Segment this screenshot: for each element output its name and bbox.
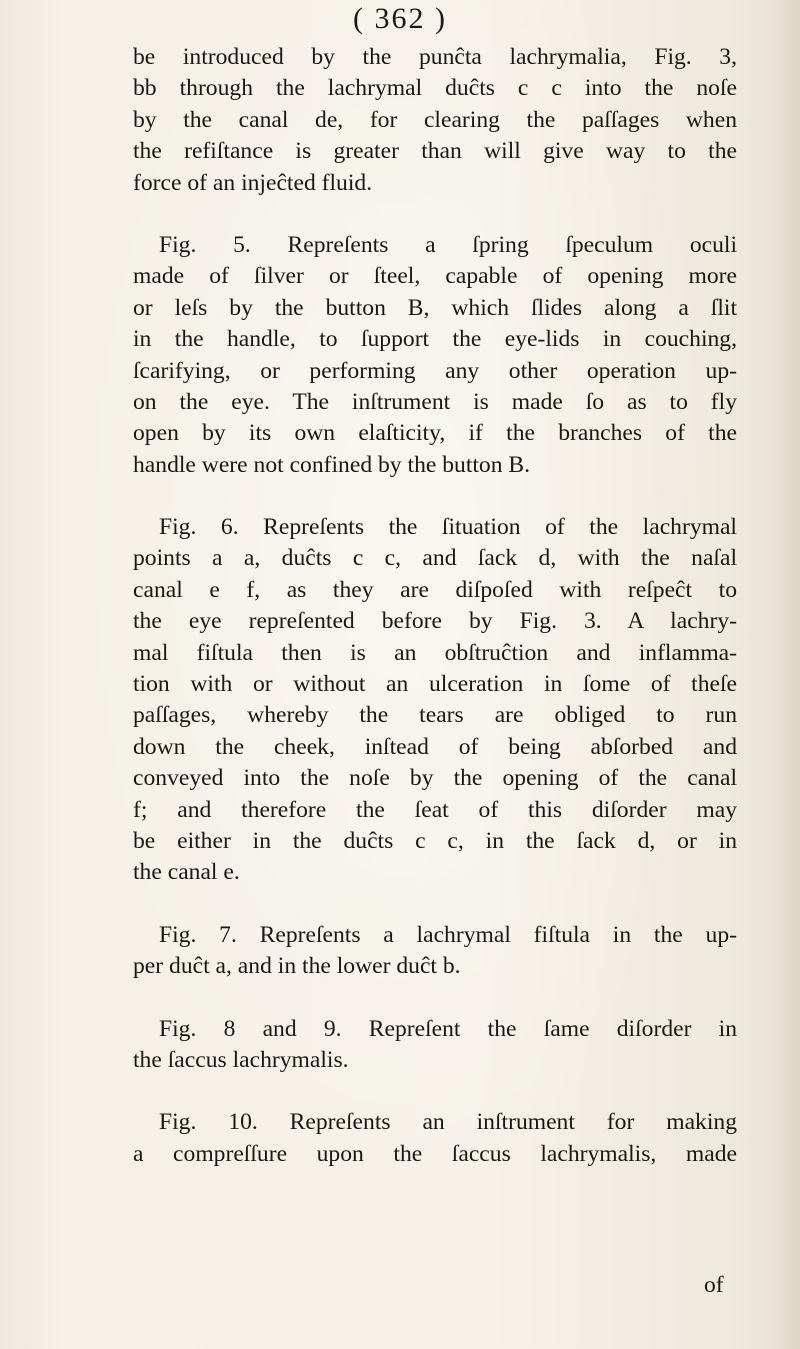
paragraph-1 — [133, 42, 737, 199]
text-line: the eye repreſented before by Fig. 3. A lachry- — [133, 608, 737, 635]
text-line: per duĉt a, and in the lower duĉt b. — [133, 953, 461, 980]
text-line: conveyed into the noſe by the opening of the canal — [133, 765, 737, 792]
paragraph-gap — [133, 481, 737, 512]
text-line: down the cheek, inſtead of being abſorbed and — [133, 733, 737, 760]
text-line: Fig. 5. Repreſents a ſpring ſpeculum oculi — [159, 231, 737, 258]
text-line: open by its own elaſticity, if the branches of the — [133, 420, 737, 447]
paragraph-gap — [133, 889, 737, 920]
text-line: bb through the lachrymal duĉts c c into the noſe — [133, 75, 737, 102]
paragraph-2 — [133, 230, 737, 481]
catchword: of — [704, 1272, 724, 1298]
paragraph-6 — [133, 1107, 737, 1170]
paragraph-gap — [133, 1076, 737, 1107]
text-line: the ſaccus lachrymalis. — [133, 1046, 349, 1073]
text-line: or leſs by the button B, which ſlides along a ſlit — [133, 294, 737, 321]
body-text — [133, 42, 737, 1170]
paragraph-5 — [133, 1014, 737, 1077]
paragraph-3 — [133, 512, 737, 889]
page-number: ( 362 ) — [353, 2, 447, 35]
text-line: points a a, duĉts c c, and ſack d, with the naſal — [133, 545, 737, 572]
page-edge-shadow — [774, 0, 800, 1349]
text-line: in the handle, to ſupport the eye-lids in couching, — [133, 326, 737, 353]
text-line: made of ſilver or ſteel, capable of opening more — [133, 263, 737, 290]
text-line: f; and therefore the ſeat of this diſorder may — [133, 796, 737, 823]
text-line: the refiſtance is greater than will give way to the — [133, 138, 737, 165]
text-line: ſcarifying, or performing any other operation up- — [133, 357, 737, 384]
text-line: force of an injeĉted fluid. — [133, 169, 373, 196]
text-line: by the canal de, for clearing the paſſages when — [133, 106, 737, 133]
text-line: be either in the duĉts c c, in the ſack d, or in — [133, 827, 737, 854]
text-line: be introduced by the punĉta lachrymalia, Fig. 3, — [133, 44, 737, 70]
text-line: mal fiſtula then is an obſtruĉtion and inflamma- — [133, 639, 737, 666]
text-line: Fig. 8 and 9. Repreſent the ſame diſorder in — [159, 1015, 737, 1042]
text-line: on the eye. The inſtrument is made ſo as to fly — [133, 388, 737, 415]
text-line: canal e f, as they are diſpoſed with reſpeĉt to — [133, 576, 737, 603]
text-line: Fig. 10. Repreſents an inſtrument for making — [159, 1109, 737, 1136]
text-line: handle were not confined by the button B. — [133, 451, 531, 478]
paragraph-4 — [133, 920, 737, 983]
text-line: a compreſſure upon the ſaccus lachrymalis, made — [133, 1140, 737, 1167]
text-line: paſſages, whereby the tears are obliged to run — [133, 702, 737, 729]
paragraph-gap — [133, 983, 737, 1014]
text-line: tion with or without an ulceration in ſome of theſe — [133, 671, 737, 698]
text-line: the canal e. — [133, 859, 240, 886]
text-line: Fig. 7. Repreſents a lachrymal fiſtula in the up- — [159, 921, 737, 948]
paragraph-gap — [133, 199, 737, 230]
text-line: Fig. 6. Repreſents the ſituation of the lachrymal — [159, 514, 737, 541]
